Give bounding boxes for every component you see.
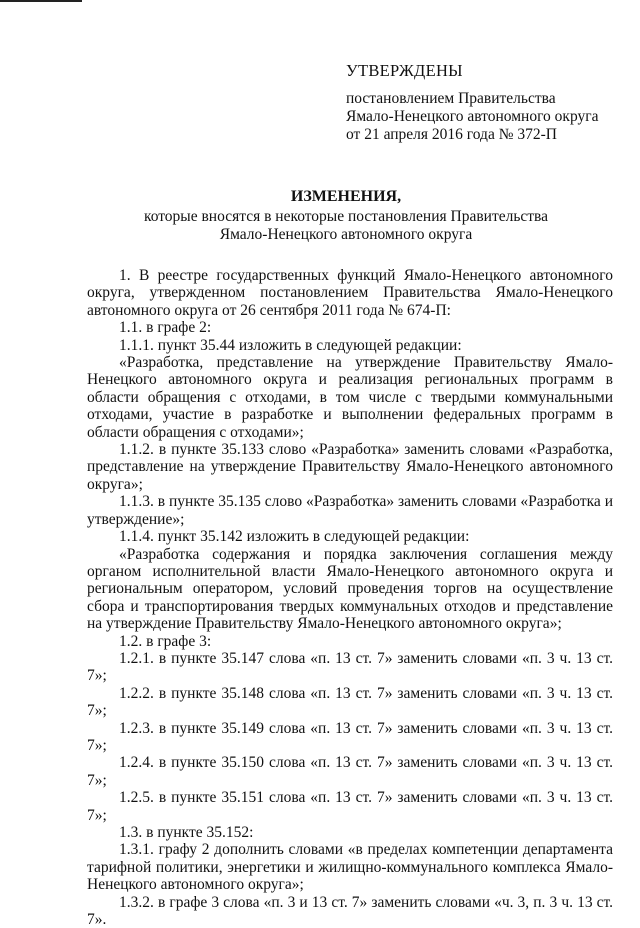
paragraph-1-2-5: 1.2.5. в пункте 35.151 слова «п. 13 ст. 7» заменить словами «п. 3 ч. 13 ст. 7»; — [87, 789, 613, 824]
approval-line-2: Ямало-Ненецкого автономного округа — [346, 108, 599, 125]
scan-corner-mark — [0, 0, 82, 2]
paragraph-1-2-3: 1.2.3. в пункте 35.149 слова «п. 13 ст. 7» заменить словами «п. 3 ч. 13 ст. 7»; — [87, 719, 613, 754]
approval-line-1: постановлением Правительства — [346, 90, 556, 107]
paragraph-1-1: 1.1. в графе 2: — [119, 319, 212, 337]
paragraph-1-2-2: 1.2.2. в пункте 35.148 слова «п. 13 ст. 7» заменить словами «п. 3 ч. 13 ст. 7»; — [87, 684, 613, 720]
paragraph-1-1-1-text: «Разработка, представление на утверждение Правительству Ямало-Ненецкого автономного округа и реализация региональных программ в области обращения с отходами, в том числе с твердыми коммунальными отходами, участие в разработке и выполнении федеральных программ в области обращения с отходами»; — [87, 354, 613, 441]
document-subtitle-line-1: которые вносятся в некоторые постановления Правительства — [143, 208, 549, 225]
paragraph-1-1-3: 1.1.3. в пункте 35.135 слово «Разработка» заменить словами «Разработка и утверждение»; — [87, 493, 613, 528]
paragraph-1-2: 1.2. в графе 3: — [119, 632, 212, 650]
document-body — [87, 267, 613, 928]
paragraph-1-3: 1.3. в пункте 35.152: — [119, 824, 254, 841]
paragraph-1-3-2: 1.3.2. в графе 3 слова «п. 3 и 13 ст. 7» заменить словами «ч. 3, п. 3 ч. 13 ст. 7». — [87, 893, 613, 928]
approval-line-3: от 21 апреля 2016 года № 372-П — [346, 126, 557, 143]
approval-block — [346, 62, 626, 144]
approval-title: УТВЕРЖДЕНЫ — [346, 61, 463, 80]
paragraph-1-1-2: 1.1.2. в пункте 35.133 слово «Разработка» заменить словами «Разработка, представление на утверждение Правительству Ямало-Ненецкого автономного округа»; — [87, 441, 613, 493]
paragraph-1-1-1: 1.1.1. пункт 35.44 изложить в следующей редакции: — [119, 336, 462, 354]
paragraph-1-3-1: 1.3.1. графу 2 дополнить словами «в пределах компетенции департамента тарифной политики, энергетики и жилищно-коммунального комплекса Ямало-Ненецкого автономного округа»; — [87, 841, 613, 894]
paragraph-1-1-4-text: «Разработка содержания и порядка заключения соглашения между органом исполнительной власти Ямало-Ненецкого автономного округа и региональным оператором, условий проведения торгов на осуществление сбора и транспортирования твердых коммунальных отходов и представление на утверждение Правительству Ямало-Ненецкого автономного округа»; — [87, 545, 613, 633]
paragraph-1-2-4: 1.2.4. в пункте 35.150 слова «п. 13 ст. 7» заменить словами «п. 3 ч. 13 ст. 7»; — [87, 754, 613, 789]
paragraph-1: 1. В реестре государственных функций Ямало-Ненецкого автономного округа, утвержденном постановлением Правительства Ямало-Ненецкого автономного округа от 26 сентября 2011 года № 674-П: — [87, 267, 613, 319]
paragraph-1-2-1: 1.2.1. в пункте 35.147 слова «п. 13 ст. 7» заменить словами «п. 3 ч. 13 ст. 7»; — [87, 649, 613, 685]
paragraph-1-1-4: 1.1.4. пункт 35.142 изложить в следующей редакции: — [119, 528, 470, 546]
document-title: ИЗМЕНЕНИЯ, — [290, 188, 402, 205]
document-subtitle-line-2: Ямало-Ненецкого автономного округа — [219, 226, 473, 243]
document-heading — [60, 188, 632, 244]
